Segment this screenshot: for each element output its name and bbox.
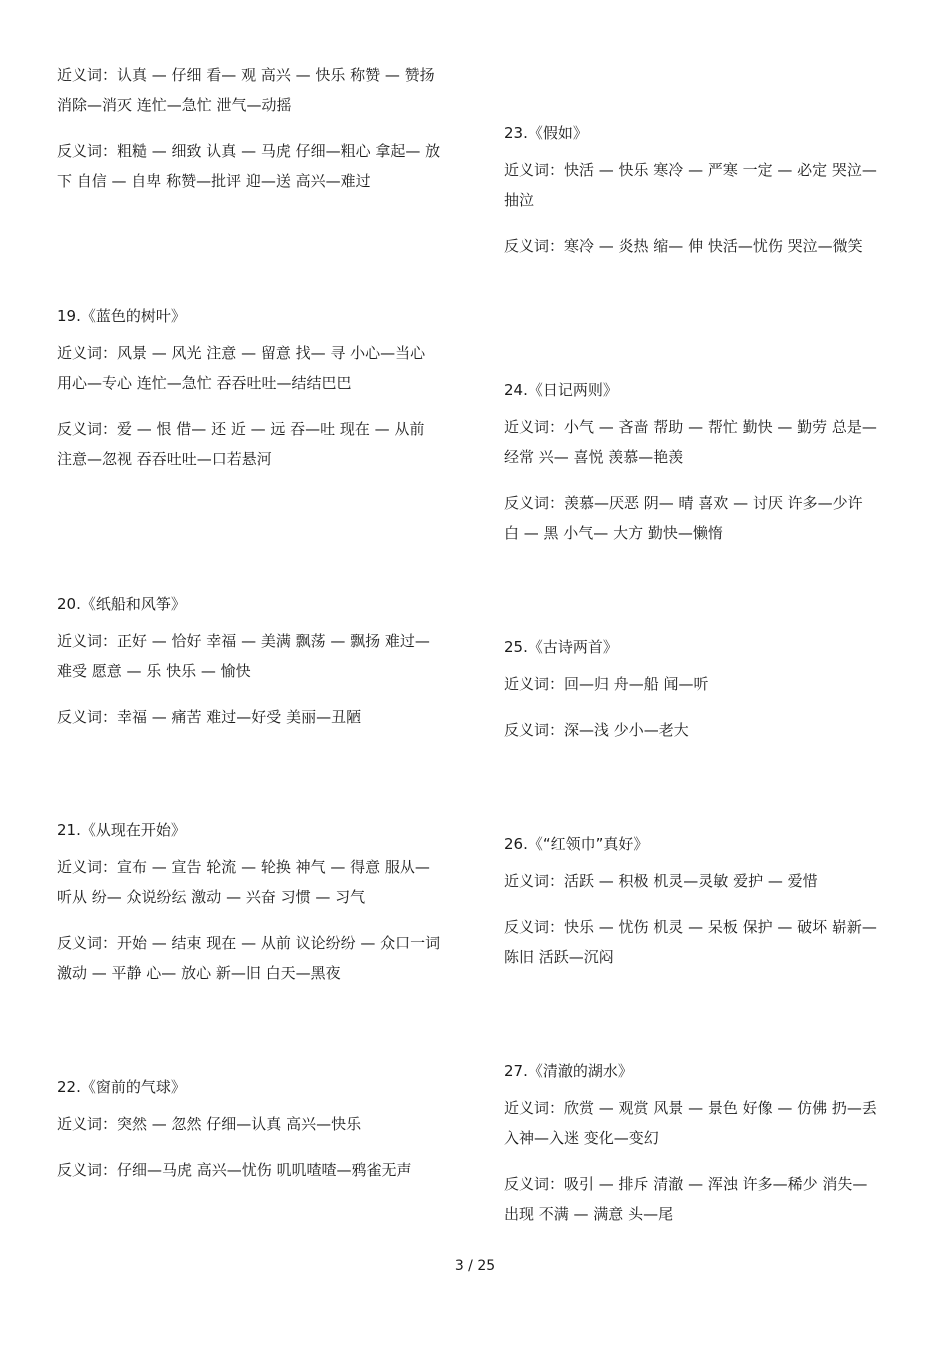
lesson-title: 19.《蓝色的树叶》 [57,307,186,325]
synonyms-text: 近义词：活跃 — 积极 机灵—灵敏 爱护 — 爱惜 [504,872,818,890]
synonyms-text: 近义词：宣布 — 宣告 轮流 — 轮换 神气 — 得意 服从— 听从 纷— 众说纷纭 激动 — 兴奋 习惯 — 习气 [57,858,430,906]
lesson-title: 26.《“红领巾”真好》 [504,835,649,853]
section-lesson-24 [504,380,879,548]
lesson-title: 25.《古诗两首》 [504,638,618,656]
antonyms-text: 反义词：仔细—马虎 高兴—忧伤 叽叽喳喳—鸦雀无声 [57,1161,412,1179]
antonyms-text: 反义词：快乐 — 忧伤 机灵 — 呆板 保护 — 破坏 崭新— 陈旧 活跃—沉闷 [504,918,877,966]
synonyms-text: 近义词：小气 — 吝啬 帮助 — 帮忙 勤快 — 勤劳 总是— 经常 兴— 喜悦 羡慕—艳羡 [504,418,877,466]
section-lesson-26 [504,834,879,972]
synonyms-text: 近义词：欣赏 — 观赏 风景 — 景色 好像 — 仿佛 扔—丢 入神—入迷 变化—变幻 [504,1099,877,1147]
section-lesson-22 [57,1077,442,1185]
antonyms-text: 反义词：幸福 — 痛苦 难过—好受 美丽—丑陋 [57,708,362,726]
section-top [57,60,442,196]
lesson-title: 20.《纸船和风筝》 [57,595,186,613]
section-lesson-20 [57,594,442,732]
antonyms-text: 反义词：寒冷 — 炎热 缩— 伸 快活—忧伤 哭泣—微笑 [504,237,863,255]
antonyms-text: 反义词：粗糙 — 细致 认真 — 马虎 仔细—粗心 拿起— 放下 自信 — 自卑 称赞—批评 迎—送 高兴—难过 [57,142,441,190]
lesson-title: 27.《清澈的湖水》 [504,1062,633,1080]
lesson-title: 23.《假如》 [504,124,588,142]
section-lesson-27 [504,1061,879,1229]
antonyms-text: 反义词：爱 — 恨 借— 还 近 — 远 吞—吐 现在 — 从前 注意—忽视 吞吞吐吐—口若悬河 [57,420,425,468]
section-lesson-19 [57,306,442,474]
synonyms-text: 近义词：认真 — 仔细 看— 观 高兴 — 快乐 称赞 — 赞扬 消除—消灭 连忙—急忙 泄气—动摇 [57,66,435,114]
lesson-title: 24.《日记两则》 [504,381,618,399]
antonyms-text: 反义词：羡慕—厌恶 阴— 晴 喜欢 — 讨厌 许多—少许 白 — 黑 小气— 大方 勤快—懒惰 [504,494,863,542]
synonyms-text: 近义词：风景 — 风光 注意 — 留意 找— 寻 小心—当心 用心—专心 连忙—急忙 吞吞吐吐—结结巴巴 [57,344,426,392]
section-lesson-21 [57,820,442,988]
section-lesson-25 [504,637,879,745]
page-number: 3 / 25 [454,1258,496,1274]
antonyms-text: 反义词：深—浅 少小—老大 [504,721,689,739]
antonyms-text: 反义词：吸引 — 排斥 清澈 — 浑浊 许多—稀少 消失— 出现 不满 — 满意 头—尾 [504,1175,868,1223]
synonyms-text: 近义词：快活 — 快乐 寒冷 — 严寒 一定 — 必定 哭泣—抽泣 [504,161,877,209]
synonyms-text: 近义词：回—归 舟—船 闻—听 [504,675,709,693]
lesson-title: 22.《窗前的气球》 [57,1078,186,1096]
lesson-title: 21.《从现在开始》 [57,821,186,839]
synonyms-text: 近义词：突然 — 忽然 仔细—认真 高兴—快乐 [57,1115,362,1133]
section-lesson-23 [504,123,879,261]
synonyms-text: 近义词：正好 — 恰好 幸福 — 美满 飘荡 — 飘扬 难过— 难受 愿意 — 乐 快乐 — 愉快 [57,632,430,680]
antonyms-text: 反义词：开始 — 结束 现在 — 从前 议论纷纷 — 众口一词 激动 — 平静 心— 放心 新—旧 白天—黑夜 [57,934,441,982]
